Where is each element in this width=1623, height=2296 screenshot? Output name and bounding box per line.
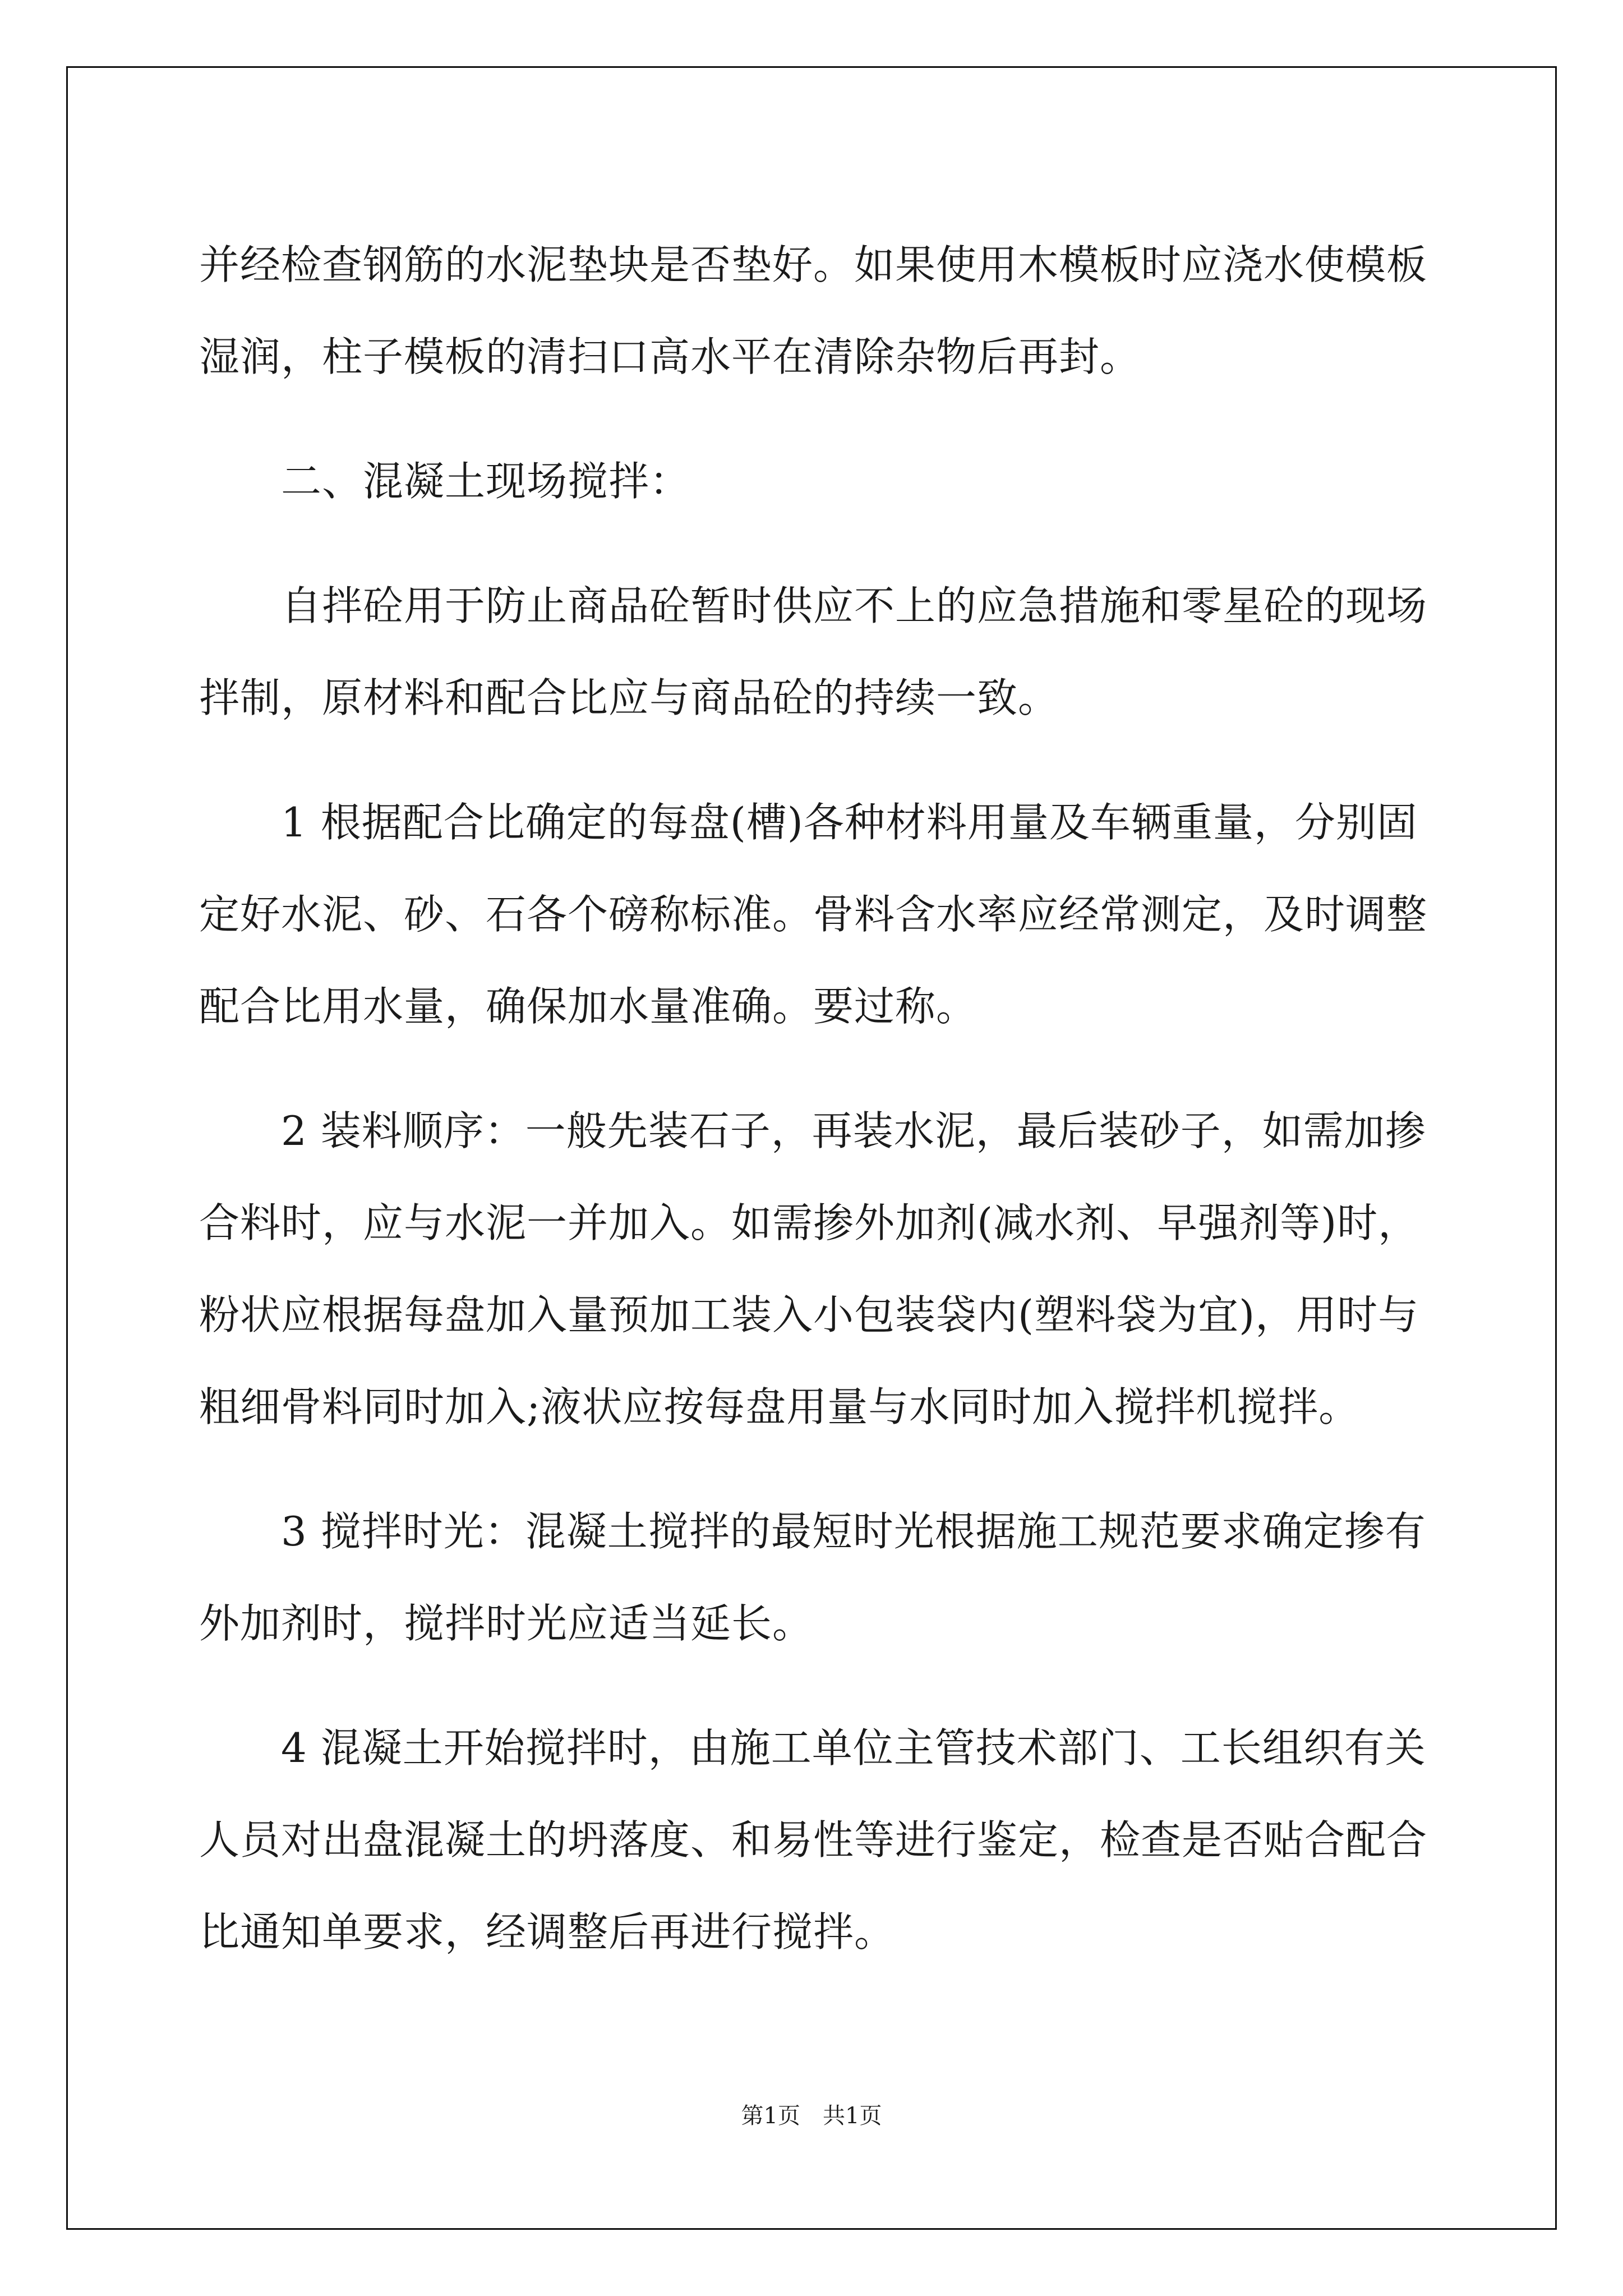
- paragraph: [199, 560, 1430, 744]
- text-line: 粉状应根据每盘加入量预加工装入小包装袋内(塑料袋为宜)，用时与: [199, 1291, 1419, 1338]
- text-line: 粗细骨料同时加入;液状应按每盘用量与水同时加入搅拌机搅拌。: [199, 1383, 1360, 1430]
- text-line: 自拌砼用于防止商品砼暂时供应不上的应急措施和零星砼的现场: [281, 582, 1428, 629]
- text-line: 合料时，应与水泥一并加入。如需掺外加剂(减水剂、早强剂等)时，: [199, 1199, 1419, 1246]
- page-footer: [0, 2098, 1623, 2130]
- paragraph: [199, 776, 1430, 1052]
- paragraph: [199, 1485, 1430, 1669]
- paragraph: [199, 1085, 1430, 1453]
- text-line: 定好水泥、砂、石各个磅称标准。骨料含水率应经常测定，及时调整: [199, 891, 1428, 938]
- text-line: 3 搅拌时光：混凝土搅拌的最短时光根据施工规范要求确定掺有: [281, 1508, 1426, 1555]
- text-line: 外加剂时，搅拌时光应适当延长。: [199, 1600, 814, 1647]
- paragraph: [199, 219, 1430, 403]
- paragraph: [199, 1702, 1430, 1978]
- text-line: 人员对出盘混凝土的坍落度、和易性等进行鉴定，检查是否贴合配合: [199, 1816, 1428, 1864]
- text-line: 2 装料顺序：一般先装石子，再装水泥，最后装砂子，如需加掺: [281, 1107, 1426, 1154]
- text-line: 配合比用水量，确保加水量准确。要过称。: [199, 983, 978, 1030]
- text-line: 拌制，原材料和配合比应与商品砼的持续一致。: [199, 674, 1059, 721]
- text-line: 二、混凝土现场搅拌：: [281, 458, 691, 505]
- text-line: 1 根据配合比确定的每盘(槽)各种材料用量及车辆重量，分别固: [281, 799, 1418, 846]
- page-number-label: 第1页 共1页: [741, 2103, 882, 2129]
- document-body: [199, 219, 1430, 1978]
- text-line: 并经检查钢筋的水泥垫块是否垫好。如果使用木模板时应浇水使模板: [199, 241, 1428, 288]
- text-line: 4 混凝土开始搅拌时，由施工单位主管技术部门、工长组织有关: [281, 1724, 1426, 1772]
- text-line: 湿润，柱子模板的清扫口高水平在清除杂物后再封。: [199, 333, 1141, 380]
- text-line: 比通知单要求，经调整后再进行搅拌。: [199, 1908, 896, 1955]
- section-heading: [199, 435, 1430, 527]
